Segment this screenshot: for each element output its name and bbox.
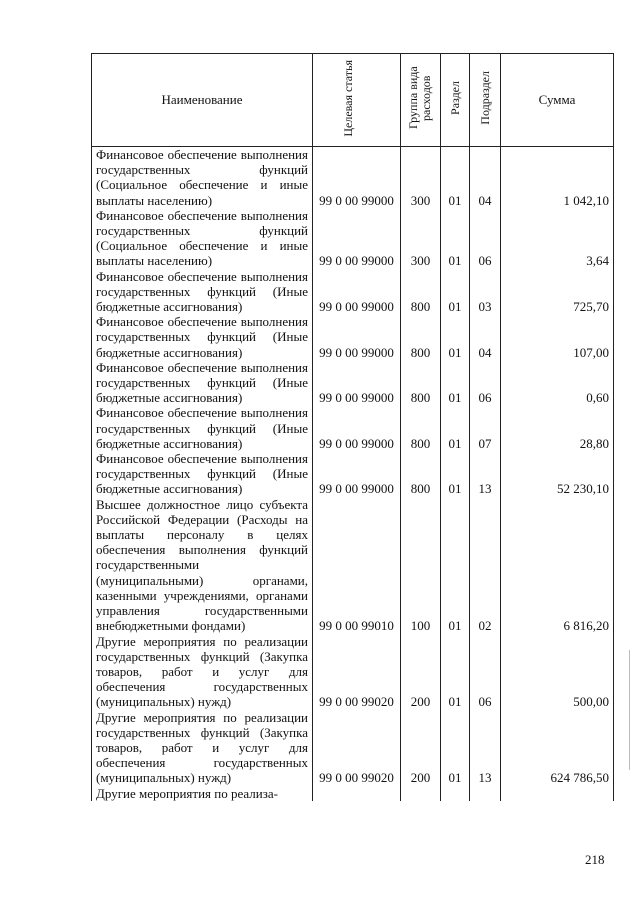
header-subsection: Подраздел — [470, 54, 501, 147]
cell-subsection: 06 — [470, 634, 501, 710]
cell-amount: 107,00 — [501, 314, 614, 360]
cell-subsection: 13 — [470, 451, 501, 497]
table-row — [92, 208, 614, 269]
cell-code: 99 0 00 99020 — [313, 634, 401, 710]
cell-name: Финансовое обеспечение выполнения государственных функций (Иные бюджетные ассигнования) — [92, 269, 313, 315]
table-row — [92, 451, 614, 497]
header-target-article: Целевая статья — [313, 54, 401, 147]
table-row — [92, 405, 614, 451]
budget-table — [91, 53, 614, 801]
cell-subsection: 06 — [470, 360, 501, 406]
cell-name: Другие мероприятия по реализации государственных функций (Закупка товаров, работ и услуг для обеспечения государственных (муниципальных) нужд) — [92, 710, 313, 786]
page-number: 218 — [585, 852, 605, 867]
cell-subsection: 02 — [470, 497, 501, 634]
cell-amount: 1 042,10 — [501, 147, 614, 208]
cell-group: 800 — [401, 451, 441, 497]
cell-group: 300 — [401, 208, 441, 269]
cell-name: Финансовое обеспечение выполнения государственных функций (Иные бюджетные ассигнования) — [92, 314, 313, 360]
cell-subsection: 07 — [470, 405, 501, 451]
cell-amount: 28,80 — [501, 405, 614, 451]
cell-code: 99 0 00 99000 — [313, 314, 401, 360]
cell-name: Другие мероприятия по реализации государственных функций (Закупка товаров, работ и услуг для обеспечения государственных (муниципальных) нужд) — [92, 634, 313, 710]
cell-section: 01 — [441, 497, 470, 634]
cell-section — [441, 786, 470, 801]
cell-name: Финансовое обеспечение выполнения государственных функций (Социальное обеспечение и иные выплаты населению) — [92, 208, 313, 269]
cell-name: Финансовое обеспечение выполнения государственных функций (Иные бюджетные ассигнования) — [92, 360, 313, 406]
cell-name: Финансовое обеспечение выполнения государственных функций (Социальное обеспечение и иные выплаты населению) — [92, 147, 313, 208]
table-header-row — [92, 54, 614, 147]
cell-amount: 624 786,50 — [501, 710, 614, 786]
table-row — [92, 269, 614, 315]
cell-amount: 0,60 — [501, 360, 614, 406]
cell-amount: 6 816,20 — [501, 497, 614, 634]
header-amount: Сумма — [501, 54, 614, 147]
cell-name: Финансовое обеспечение выполнения государственных функций (Иные бюджетные ассигнования) — [92, 451, 313, 497]
scan-artifact-line — [629, 650, 630, 770]
cell-section: 01 — [441, 405, 470, 451]
cell-section: 01 — [441, 634, 470, 710]
cell-group: 800 — [401, 314, 441, 360]
cell-section: 01 — [441, 269, 470, 315]
cell-amount: 3,64 — [501, 208, 614, 269]
cell-group — [401, 786, 441, 801]
cell-section: 01 — [441, 710, 470, 786]
cell-amount: 500,00 — [501, 634, 614, 710]
cell-code: 99 0 00 99000 — [313, 147, 401, 208]
cell-subsection: 13 — [470, 710, 501, 786]
cell-subsection: 04 — [470, 314, 501, 360]
cell-code: 99 0 00 99000 — [313, 208, 401, 269]
cell-amount: 52 230,10 — [501, 451, 614, 497]
cell-group: 200 — [401, 634, 441, 710]
cell-code: 99 0 00 99000 — [313, 405, 401, 451]
cell-subsection: 03 — [470, 269, 501, 315]
table-row — [92, 634, 614, 710]
cell-group: 200 — [401, 710, 441, 786]
table-row — [92, 360, 614, 406]
cell-subsection: 04 — [470, 147, 501, 208]
cell-group: 800 — [401, 360, 441, 406]
header-name: Наименование — [92, 54, 313, 147]
cell-section: 01 — [441, 208, 470, 269]
cell-subsection — [470, 786, 501, 801]
cell-name: Финансовое обеспечение выполнения государственных функций (Иные бюджетные ассигнования) — [92, 405, 313, 451]
cell-name: Другие мероприятия по реализа- — [92, 786, 313, 801]
cell-section: 01 — [441, 360, 470, 406]
cell-section: 01 — [441, 451, 470, 497]
cell-amount — [501, 786, 614, 801]
cell-code: 99 0 00 99000 — [313, 451, 401, 497]
cell-code: 99 0 00 99020 — [313, 710, 401, 786]
table-row — [92, 497, 614, 634]
cell-code: 99 0 00 99000 — [313, 360, 401, 406]
table-row — [92, 147, 614, 208]
header-expense-group: Группа вида расходов — [401, 54, 441, 147]
cell-amount: 725,70 — [501, 269, 614, 315]
header-section: Раздел — [441, 54, 470, 147]
table-row — [92, 314, 614, 360]
table-row — [92, 710, 614, 786]
cell-group: 300 — [401, 147, 441, 208]
cell-name: Высшее должностное лицо субъекта Российской Федерации (Расходы на выплаты персоналу в целях обеспечения выполнения функций государственными (муниципальными) органами, казенными учреждениями, органами управления государственными внебюджетными фондами) — [92, 497, 313, 634]
cell-code: 99 0 00 99010 — [313, 497, 401, 634]
cell-section: 01 — [441, 147, 470, 208]
table-row — [92, 786, 614, 801]
cell-code: 99 0 00 99000 — [313, 269, 401, 315]
cell-group: 800 — [401, 269, 441, 315]
cell-subsection: 06 — [470, 208, 501, 269]
cell-group: 800 — [401, 405, 441, 451]
cell-section: 01 — [441, 314, 470, 360]
cell-group: 100 — [401, 497, 441, 634]
cell-code — [313, 786, 401, 801]
